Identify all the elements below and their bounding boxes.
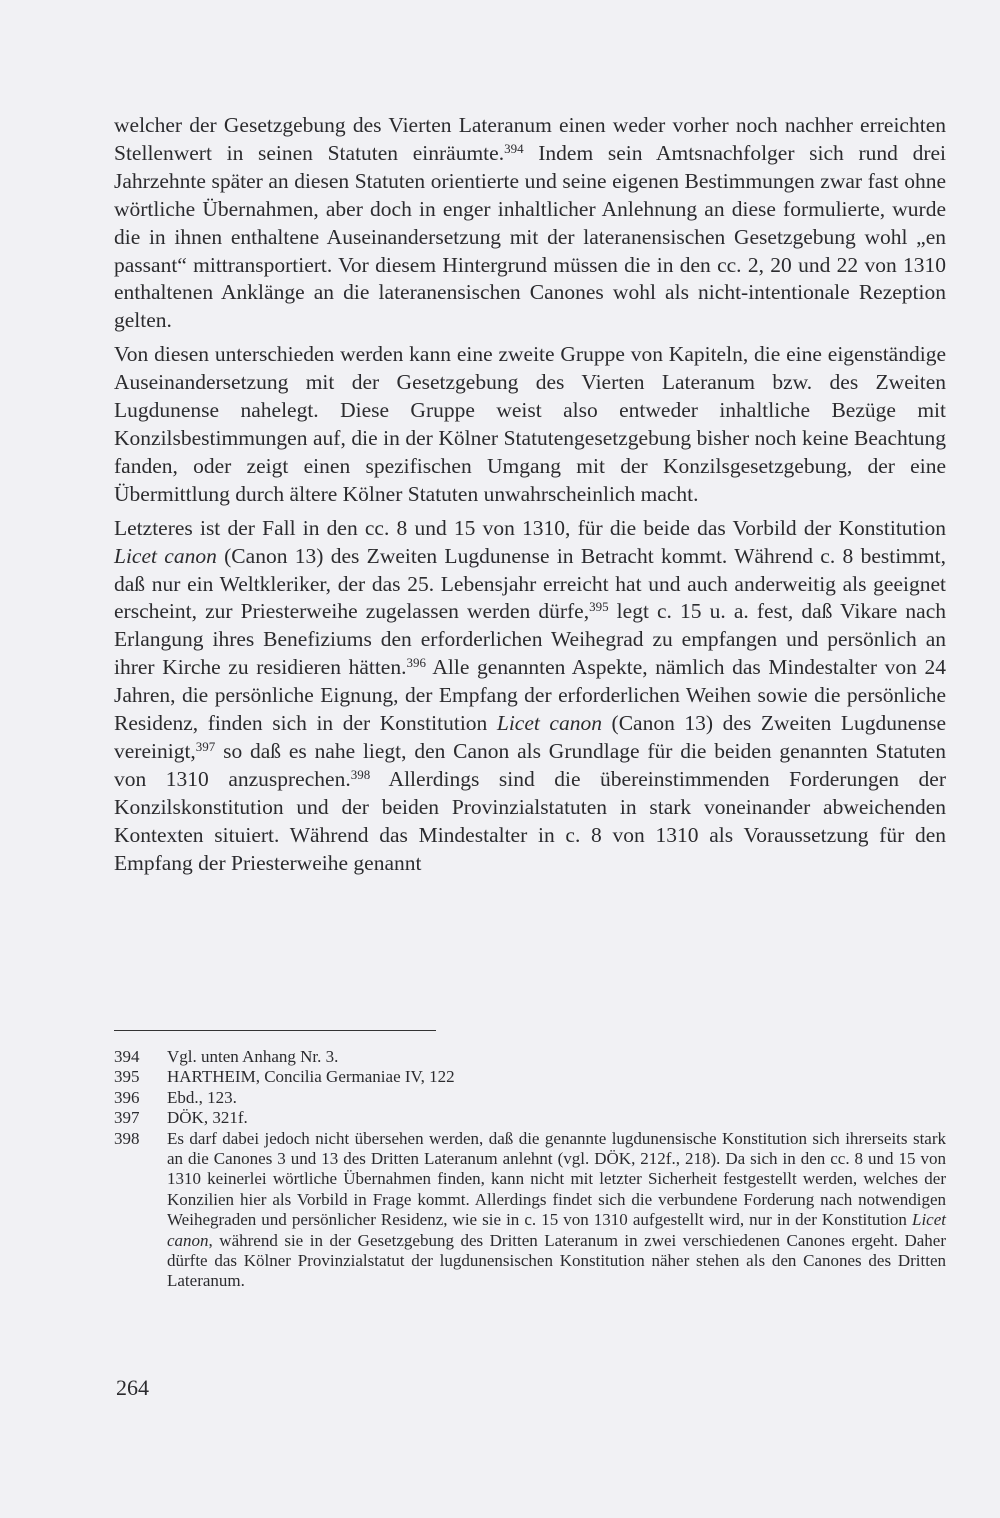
footnote-text [167,1067,946,1087]
footnote-number: 395 [114,1067,140,1087]
footnote-text [167,1108,946,1128]
text-run: legt c. 15 u. a. fest, daß Vikare nach Erlangung ihres Benefiziums den erforderlichen Weihegrad zu empfangen und persönlich an ihrer Kirche zu residieren hätten. [114,599,947,680]
text-run: Vgl. unten Anhang Nr. 3. [167,1047,339,1066]
footnote-394 [114,1047,946,1067]
text-run: (Canon 13) des Zweiten Lugdunense vereinigt, [114,711,946,763]
paragraph-2 [114,341,946,508]
footnote-text [167,1088,946,1108]
main-text [114,112,946,883]
footnote-ref-398: 398 [350,766,371,782]
text-run: Es darf dabei jedoch nicht übersehen werden, daß die genannte lugdunensische Konstitution sich ihrerseits stark an die Canones 3 und 13 des Dritten Lateranum anlehnt (vgl. DÖK, 212f., 218). Da sich in den cc. 8 und 15 von 1310 keinerlei wörtliche Übernahmen finden, kann nicht mit letzter Sicherheit festgestellt werden, welches der Konzilien hier als Vorbild in Frage kommt. Allerdings findet sich die verbundene Forderung nach notwendigen Weihegraden und persönlicher Residenz, wie sie in c. 15 von 1310 aufgestellt wird, nur in der Konstitution [167,1128,946,1230]
paragraph-1 [114,112,946,335]
text-run: so daß es nahe liegt, den Canon als Grundlage für die beiden genannten Statuten von 1310 anzusprechen. [114,738,946,791]
footnote-396 [114,1088,946,1108]
paragraph-3 [114,515,946,878]
footnote-398 [114,1129,946,1292]
footnote-number: 397 [114,1108,140,1128]
footnote-number: 398 [114,1128,140,1148]
footnote-divider [114,1030,436,1031]
text-run: , während sie in der Gesetzgebung des Dritten Lateranum in zwei verschiedenen Canones ergeht. Daher dürfte das Kölner Provinzialstatut der lugdunensischen Konstitution näher stehen als den Canones des Dritten Lateranum. [167,1230,946,1291]
footnote-ref-397: 397 [195,738,216,754]
footnote-ref-396: 396 [406,655,426,671]
text-run: HARTHEIM, Concilia Germaniae IV, 122 [167,1067,455,1087]
footnote-number: 396 [114,1087,140,1107]
footnote-text [167,1047,946,1067]
italic-title: Licet canon [114,543,217,568]
italic-title: Licet canon [167,1210,946,1250]
text-run: Von diesen unterschieden werden kann eine zweite Gruppe von Kapiteln, die eine eigenständige Auseinandersetzung mit der Gesetzgebung des Vierten Lateranum bzw. des Zweiten Lugdunense nahelegt. Diese Gruppe weist also entweder inhaltliche Bezüge mit Konzilsbestimmungen auf, die in der Kölner Statutengesetzgebung bisher noch keine Beachtung fanden, oder zeigt einen spezifischen Umgang mit der Konzilsgesetzgebung, der eine Übermittlung durch ältere Kölner Statuten unwahrscheinlich macht. [114,342,946,506]
text-run: welcher der Gesetzgebung des Vierten Lateranum einen weder vorher noch nachher erreichten Stellenwert in seinen Statuten einräumte. [114,113,946,165]
text-run: (Canon 13) des Zweiten Lugdunense in Betracht kommt. Während c. 8 bestimmt, daß nur ein Weltkleriker, der das 25. Lebensjahr erreicht hat und auch anderweitig als geeignet erscheint, zur Priesterweihe zugelassen werden dürfe, [114,543,946,624]
text-run: Letzteres ist der Fall in den cc. 8 und 15 von 1310, für die beide das Vorbild der Konstitution [114,515,946,540]
footnote-text [167,1129,946,1292]
footnotes [114,1047,946,1292]
text-run: Indem sein Amtsnachfolger sich rund drei Jahrzehnte später an diesen Statuten orientierte und seine eigenen Bestimmungen zwar fast ohne wörtliche Übernahmen, aber doch in enger inhaltlicher Anlehnung an diese formulierte, wurde die in ihnen enthaltene Auseinandersetzung mit der lateranensischen Gesetzgebung wohl „en passant“ mittransportiert. Vor diesem Hintergrund müssen die in den cc. 2, 20 und 22 von 1310 enthaltenen Anklänge an die lateranensischen Canones wohl als nicht-intentionale Rezeption gelten. [114,140,946,333]
text-run: Alle genannten Aspekte, nämlich das Mindestalter von 24 Jahren, die persönliche Eignung, der Empfang der erforderlichen Weihen sowie die persönliche Residenz, finden sich in der Konstitution [114,655,947,736]
page-number: 264 [116,1375,149,1400]
footnote-number: 394 [114,1047,140,1066]
italic-title: Licet canon [496,711,602,736]
footnote-ref-395: 395 [589,599,609,615]
footnote-395 [114,1067,946,1087]
footnote-ref-394: 394 [504,140,524,156]
text-run: Ebd., 123. [167,1087,237,1107]
footnote-397 [114,1108,946,1128]
text-run: Allerdings sind die übereinstimmenden Forderungen der Konzilskonstitution und der beiden Provinzialstatuten in stark voneinander abweichenden Kontexten situiert. Während das Mindestalter in c. 8 von 1310 als Voraussetzung für den Empfang der Priesterweihe genannt [114,766,946,875]
text-run: DÖK, 321f. [167,1108,248,1128]
